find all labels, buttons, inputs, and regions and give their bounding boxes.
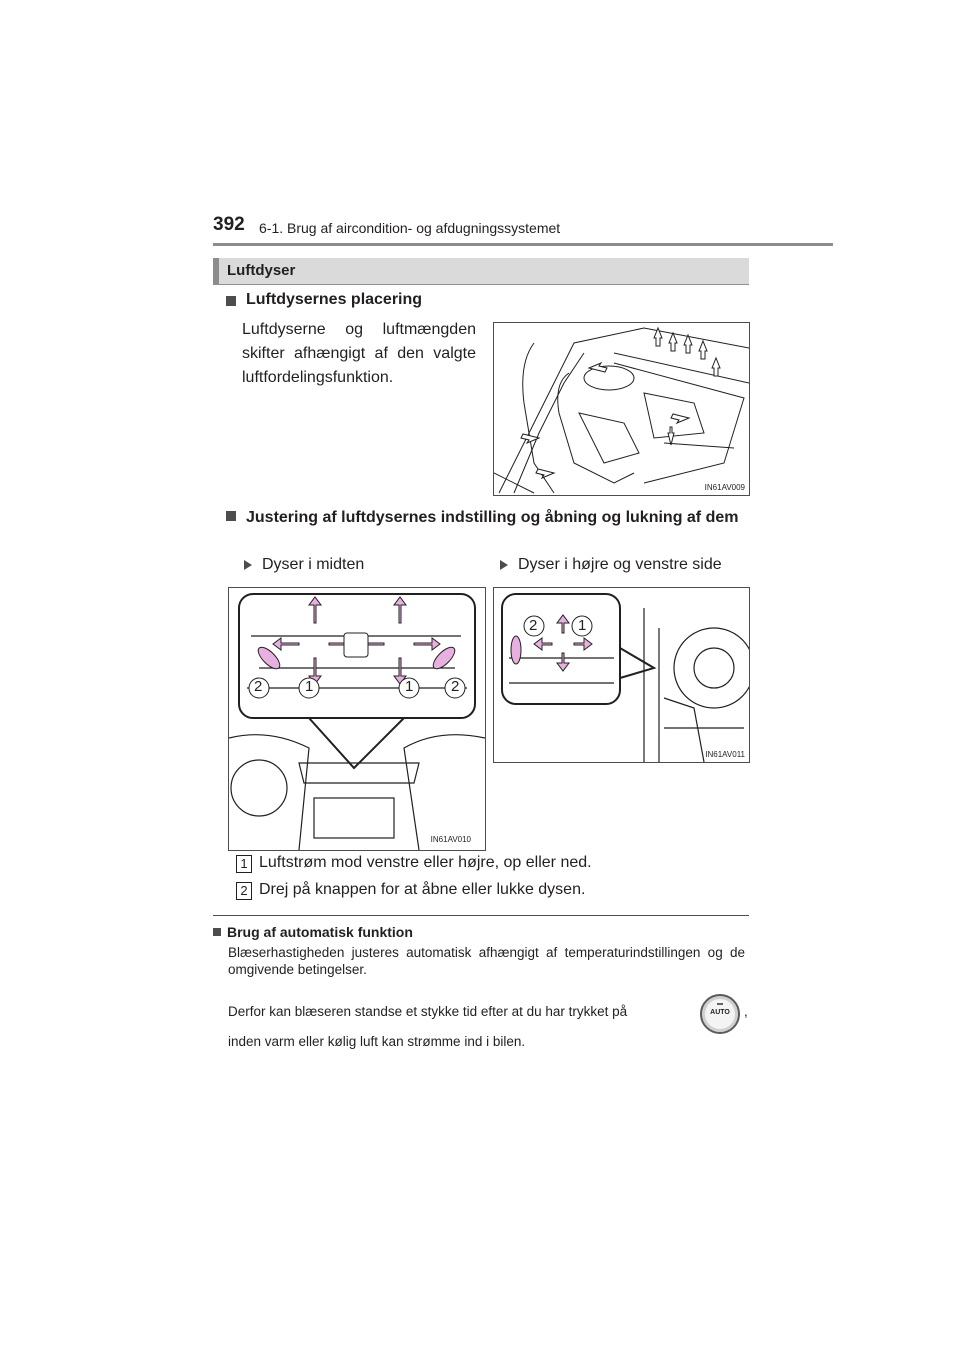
car-interior-illustration [494, 323, 749, 495]
square-bullet-icon [213, 928, 221, 936]
center-vents-label [244, 556, 364, 574]
callout-2-right: 2 [451, 678, 460, 695]
callout-2-side: 2 [529, 617, 538, 634]
side-vents-figure [493, 587, 750, 763]
adjustment-heading [226, 506, 749, 530]
legend-item-1: Luftstrøm mod venstre eller højre, op eller ned. [259, 854, 592, 871]
vent-location-figure [493, 322, 750, 496]
center-vents-illustration [229, 588, 485, 850]
placement-heading-text: Luftdysernes placering [246, 291, 423, 308]
legend-number-1: 1 [236, 855, 252, 873]
legend-number-2: 2 [236, 882, 252, 900]
placement-body: Luftdyserne og luftmængden skifter afhængigt af den valgte luftfordelingsfunktion. [242, 321, 476, 386]
center-vents-figure [228, 587, 486, 851]
page-number: 392 [213, 214, 245, 235]
placement-heading [226, 291, 422, 309]
note-paragraph-2-start: Derfor kan blæseren standse et stykke tid efter at du har trykket på [228, 1004, 628, 1019]
figure-code: IN61AV009 [704, 483, 745, 492]
note-paragraph-1: Blæserhastigheden justeres automatisk afhængigt af temperaturindstillingen og de omgivende betingelser. [228, 945, 745, 977]
note-paragraph-2-end: inden varm eller kølig luft kan strømme ind i bilen. [228, 1034, 526, 1049]
section-accent [213, 258, 219, 284]
adjustment-heading-text: Justering af luftdysernes indstilling og åbning og lukning af dem [246, 509, 739, 526]
figure-code: IN61AV011 [705, 750, 745, 759]
callout-1-left: 1 [305, 678, 314, 695]
triangle-bullet-icon [500, 560, 508, 570]
note-paragraph-2-comma: , [744, 1004, 748, 1019]
center-vents-label-text: Dyser i midten [262, 556, 365, 573]
square-bullet-icon [226, 296, 236, 306]
auto-button-icon [700, 994, 740, 1034]
section-title-bar [213, 258, 749, 285]
auto-button-label: AUTO [710, 1009, 730, 1016]
running-header: 6-1. Brug af aircondition- og afdugningssystemet [259, 220, 561, 236]
section-title: Luftdyser [227, 262, 296, 279]
header-rule [213, 243, 833, 246]
callout-1-side: 1 [578, 617, 587, 634]
callout-2-left: 2 [254, 678, 263, 695]
square-bullet-icon [226, 511, 236, 521]
figure-code: IN61AV010 [430, 835, 471, 844]
note-heading [213, 924, 413, 940]
callout-1-right: 1 [405, 678, 414, 695]
side-vents-label [500, 556, 722, 574]
indicator-light [717, 1003, 723, 1005]
note-heading-text: Brug af automatisk funktion [227, 924, 413, 940]
note-divider [213, 915, 749, 916]
legend-item-2: Drej på knappen for at åbne eller lukke dysen. [259, 881, 586, 898]
triangle-bullet-icon [244, 560, 252, 570]
side-vents-illustration [494, 588, 749, 762]
side-vents-label-text: Dyser i højre og venstre side [518, 556, 722, 573]
